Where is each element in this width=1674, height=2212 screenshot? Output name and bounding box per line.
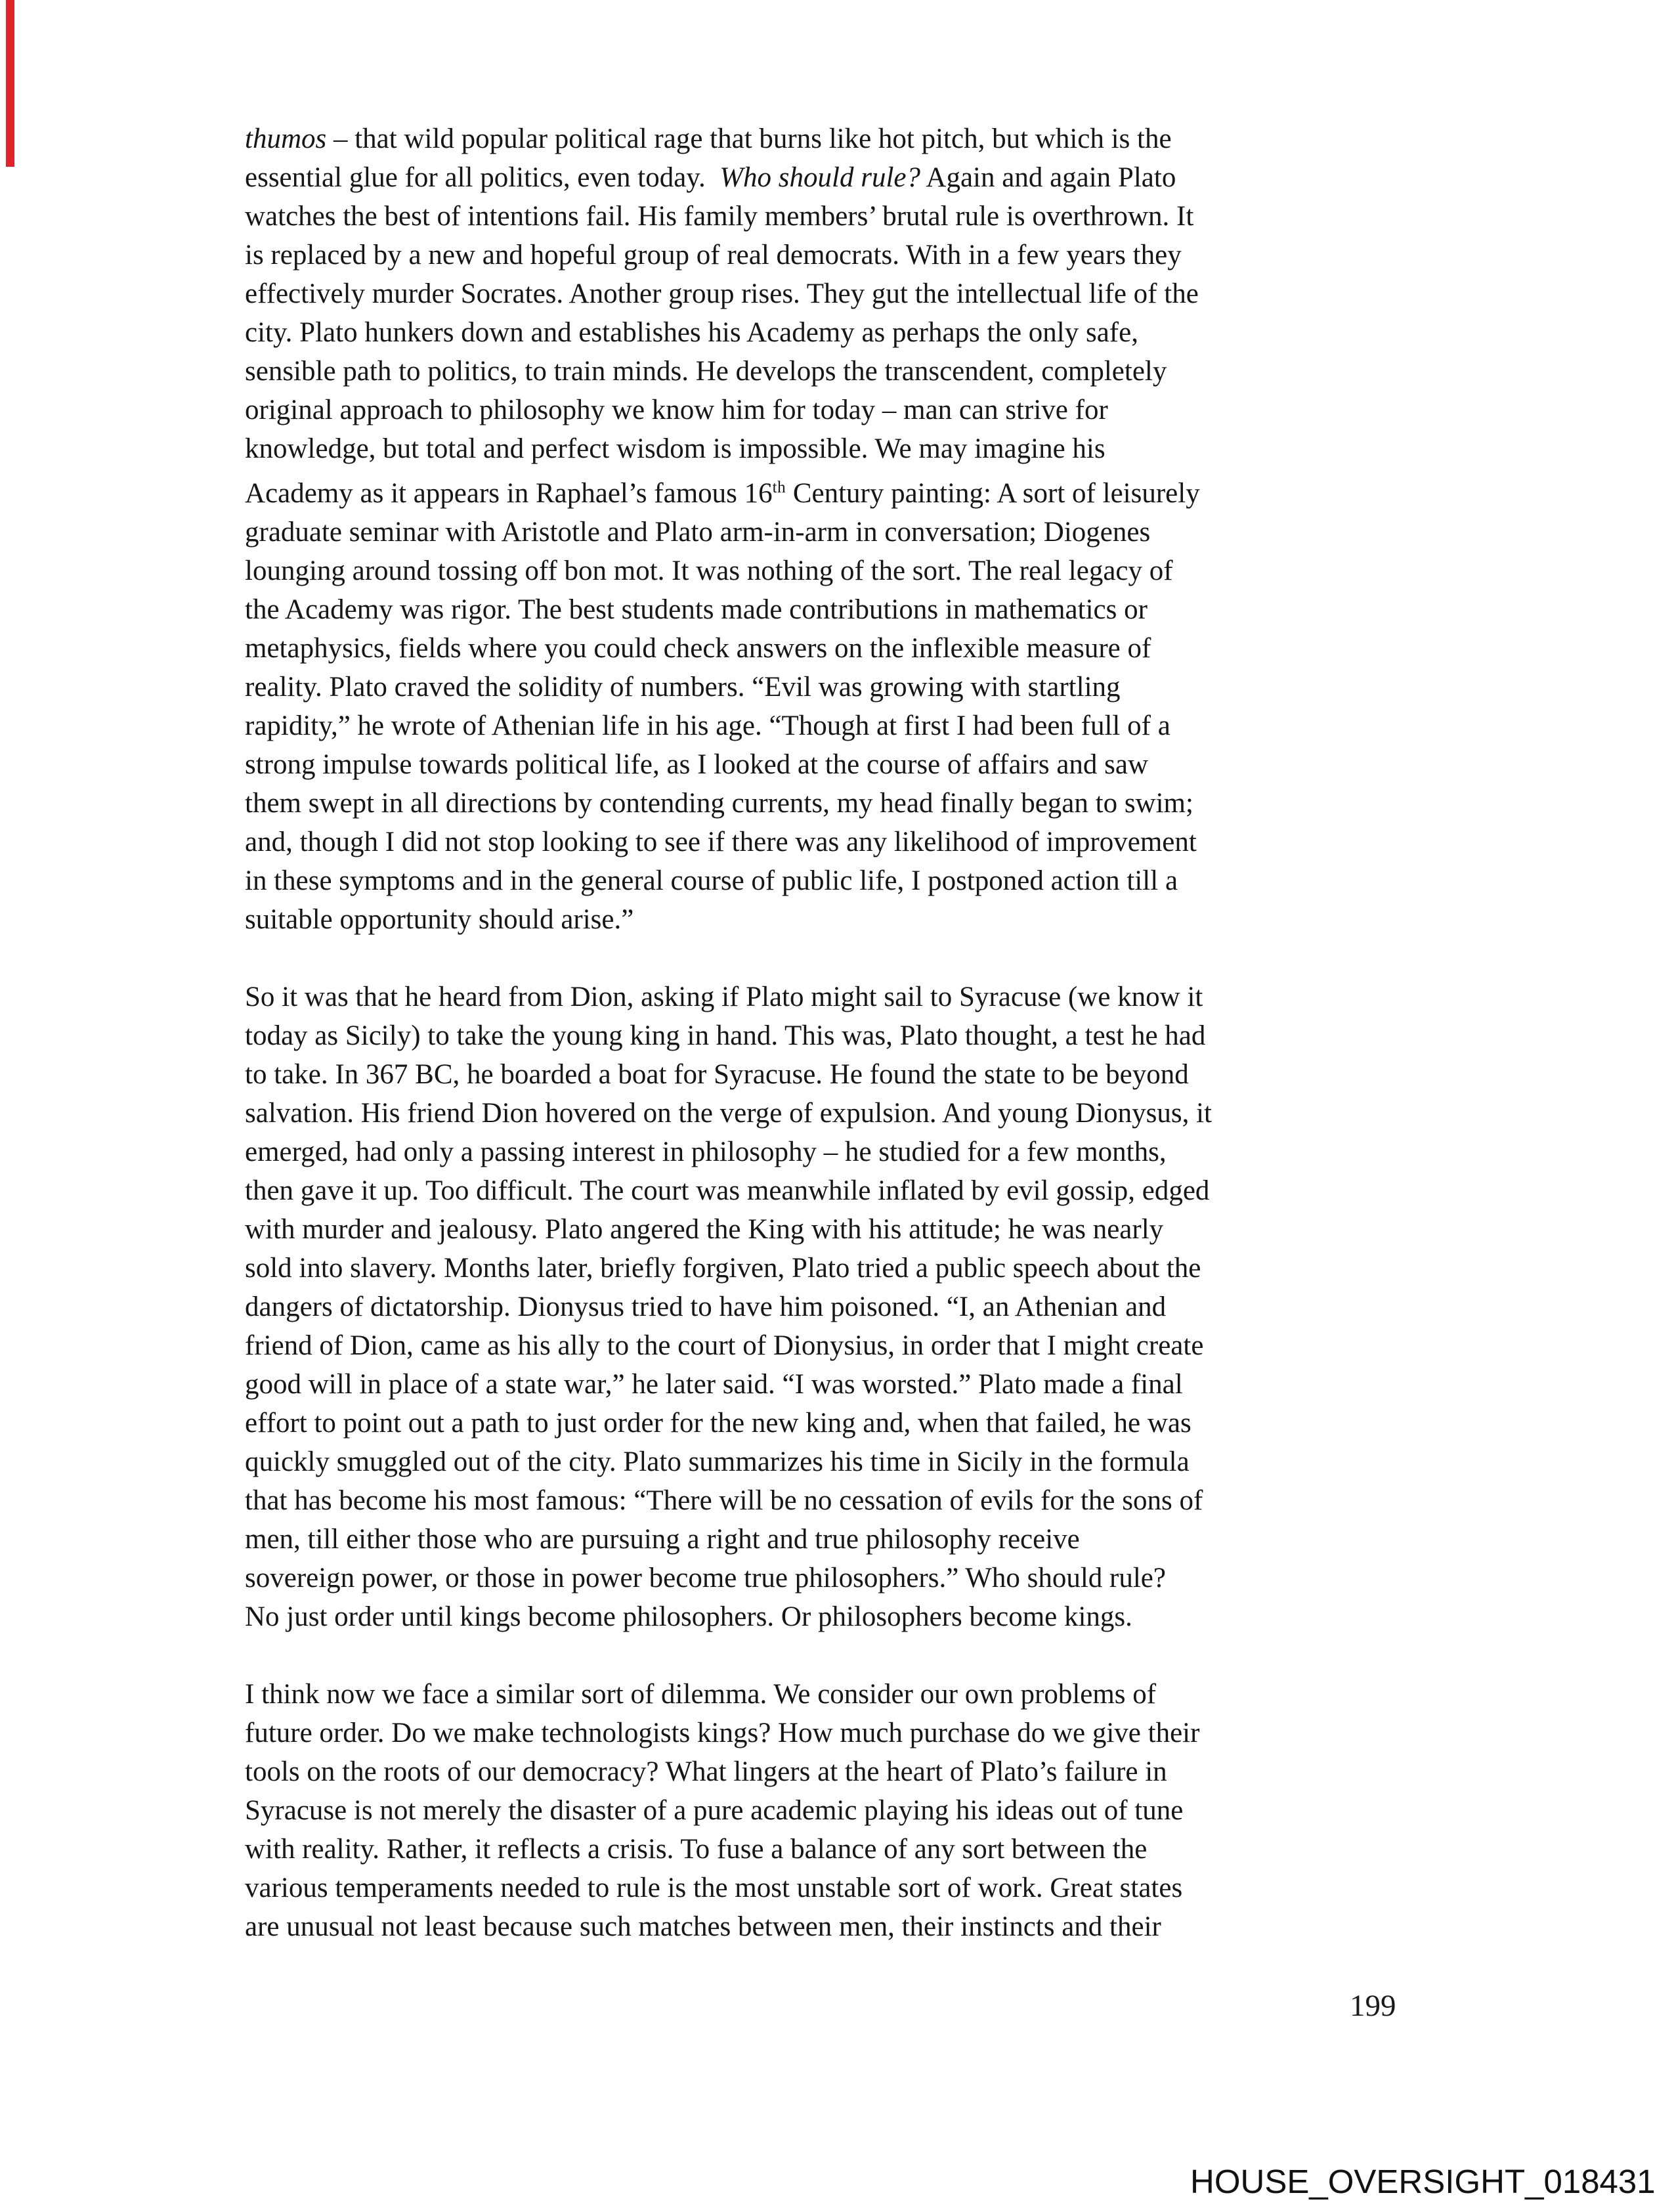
text-line: men, till either those who are pursuing a right and true philosophy receive	[245, 1524, 1080, 1555]
text-line: is replaced by a new and hopeful group of real democrats. With in a few years they	[245, 240, 1182, 271]
text-line: with murder and jealousy. Plato angered the King with his attitude; he was nearly	[245, 1214, 1164, 1245]
text-line: quickly smuggled out of the city. Plato summarizes his time in Sicily in the formula	[245, 1446, 1190, 1477]
text-line: suitable opportunity should arise.”	[245, 904, 634, 935]
bates-stamp: HOUSE_OVERSIGHT_018431	[1190, 2163, 1656, 2200]
text-line: them swept in all directions by contending currents, my head finally began to swim;	[245, 788, 1193, 819]
text-line: original approach to philosophy we know him for today – man can strive for	[245, 395, 1108, 425]
text-line: today as Sicily) to take the young king in hand. This was, Plato thought, a test he had	[245, 1020, 1206, 1051]
text-line: reality. Plato craved the solidity of numbers. “Evil was growing with startling	[245, 672, 1121, 703]
text-line: then gave it up. Too difficult. The court was meanwhile inflated by evil gossip, edged	[245, 1175, 1210, 1206]
text-line: rapidity,” he wrote of Athenian life in his age. “Though at first I had been full of a	[245, 710, 1170, 741]
text-line: strong impulse towards political life, as I looked at the course of affairs and saw	[245, 749, 1149, 780]
text-line: graduate seminar with Aristotle and Plato arm-in-arm in conversation; Diogenes	[245, 517, 1151, 548]
text-line: in these symptoms and in the general course of public life, I postponed action till a	[245, 865, 1178, 896]
text-line: essential glue for all politics, even today. Who should rule? Again and again Plato	[245, 162, 1176, 193]
text-line: metaphysics, fields where you could check answers on the inflexible measure of	[245, 633, 1151, 664]
text-line: to take. In 367 BC, he boarded a boat for Syracuse. He found the state to be beyond	[245, 1059, 1189, 1090]
text-line: Syracuse is not merely the disaster of a pure academic playing his ideas out of tune	[245, 1795, 1184, 1826]
text-line: dangers of dictatorship. Dionysus tried to have him poisoned. “I, an Athenian and	[245, 1291, 1167, 1322]
text-line: city. Plato hunkers down and establishes his Academy as perhaps the only safe,	[245, 317, 1138, 348]
text-line: friend of Dion, came as his ally to the court of Dionysius, in order that I might create	[245, 1330, 1204, 1361]
paragraph	[245, 1675, 1449, 1946]
text-line: lounging around tossing off bon mot. It was nothing of the sort. The real legacy of	[245, 555, 1173, 586]
text-line: Academy as it appears in Raphael’s famous 16th Century painting: A sort of leisurely	[245, 478, 1200, 509]
text-line: future order. Do we make technologists kings? How much purchase do we give their	[245, 1718, 1200, 1748]
text-line: good will in place of a state war,” he later said. “I was worsted.” Plato made a final	[245, 1369, 1183, 1400]
text-line: sold into slavery. Months later, briefly forgiven, Plato tried a public speech about the	[245, 1253, 1201, 1284]
red-margin-mark	[6, 0, 14, 167]
text-line: with reality. Rather, it reflects a crisis. To fuse a balance of any sort between the	[245, 1834, 1148, 1865]
text-line: effort to point out a path to just order for the new king and, when that failed, he was	[245, 1408, 1191, 1439]
text-line: the Academy was rigor. The best students made contributions in mathematics or	[245, 594, 1148, 625]
text-line: and, though I did not stop looking to see if there was any likelihood of improvement	[245, 827, 1197, 857]
text-line: watches the best of intentions fail. His family members’ brutal rule is overthrown. It	[245, 201, 1194, 232]
text-line: No just order until kings become philosophers. Or philosophers become kings.	[245, 1601, 1132, 1632]
text-line: various temperaments needed to rule is the most unstable sort of work. Great states	[245, 1873, 1183, 1903]
text-line: salvation. His friend Dion hovered on the verge of expulsion. And young Dionysus, it	[245, 1098, 1212, 1129]
text-line: tools on the roots of our democracy? What lingers at the heart of Plato’s failure in	[245, 1756, 1167, 1787]
text-line: emerged, had only a passing interest in philosophy – he studied for a few months,	[245, 1137, 1167, 1167]
text-line: effectively murder Socrates. Another group rises. They gut the intellectual life of the	[245, 278, 1199, 309]
text-line: I think now we face a similar sort of dilemma. We consider our own problems of	[245, 1679, 1157, 1710]
page-number: 199	[1350, 1989, 1396, 2023]
text-line: knowledge, but total and perfect wisdom is impossible. We may imagine his	[245, 433, 1105, 464]
paragraph	[245, 978, 1449, 1636]
text-line: that has become his most famous: “There will be no cessation of evils for the sons of	[245, 1485, 1203, 1516]
text-line: thumos – that wild popular political rage that burns like hot pitch, but which is the	[245, 123, 1172, 154]
text-block	[245, 119, 1449, 1946]
text-line: are unusual not least because such matches between men, their instincts and their	[245, 1911, 1161, 1942]
paragraph	[245, 119, 1449, 939]
text-line: sensible path to politics, to train minds. He develops the transcendent, completely	[245, 356, 1167, 387]
text-line: So it was that he heard from Dion, asking if Plato might sail to Syracuse (we know it	[245, 982, 1203, 1012]
text-line: sovereign power, or those in power become true philosophers.” Who should rule?	[245, 1563, 1166, 1594]
